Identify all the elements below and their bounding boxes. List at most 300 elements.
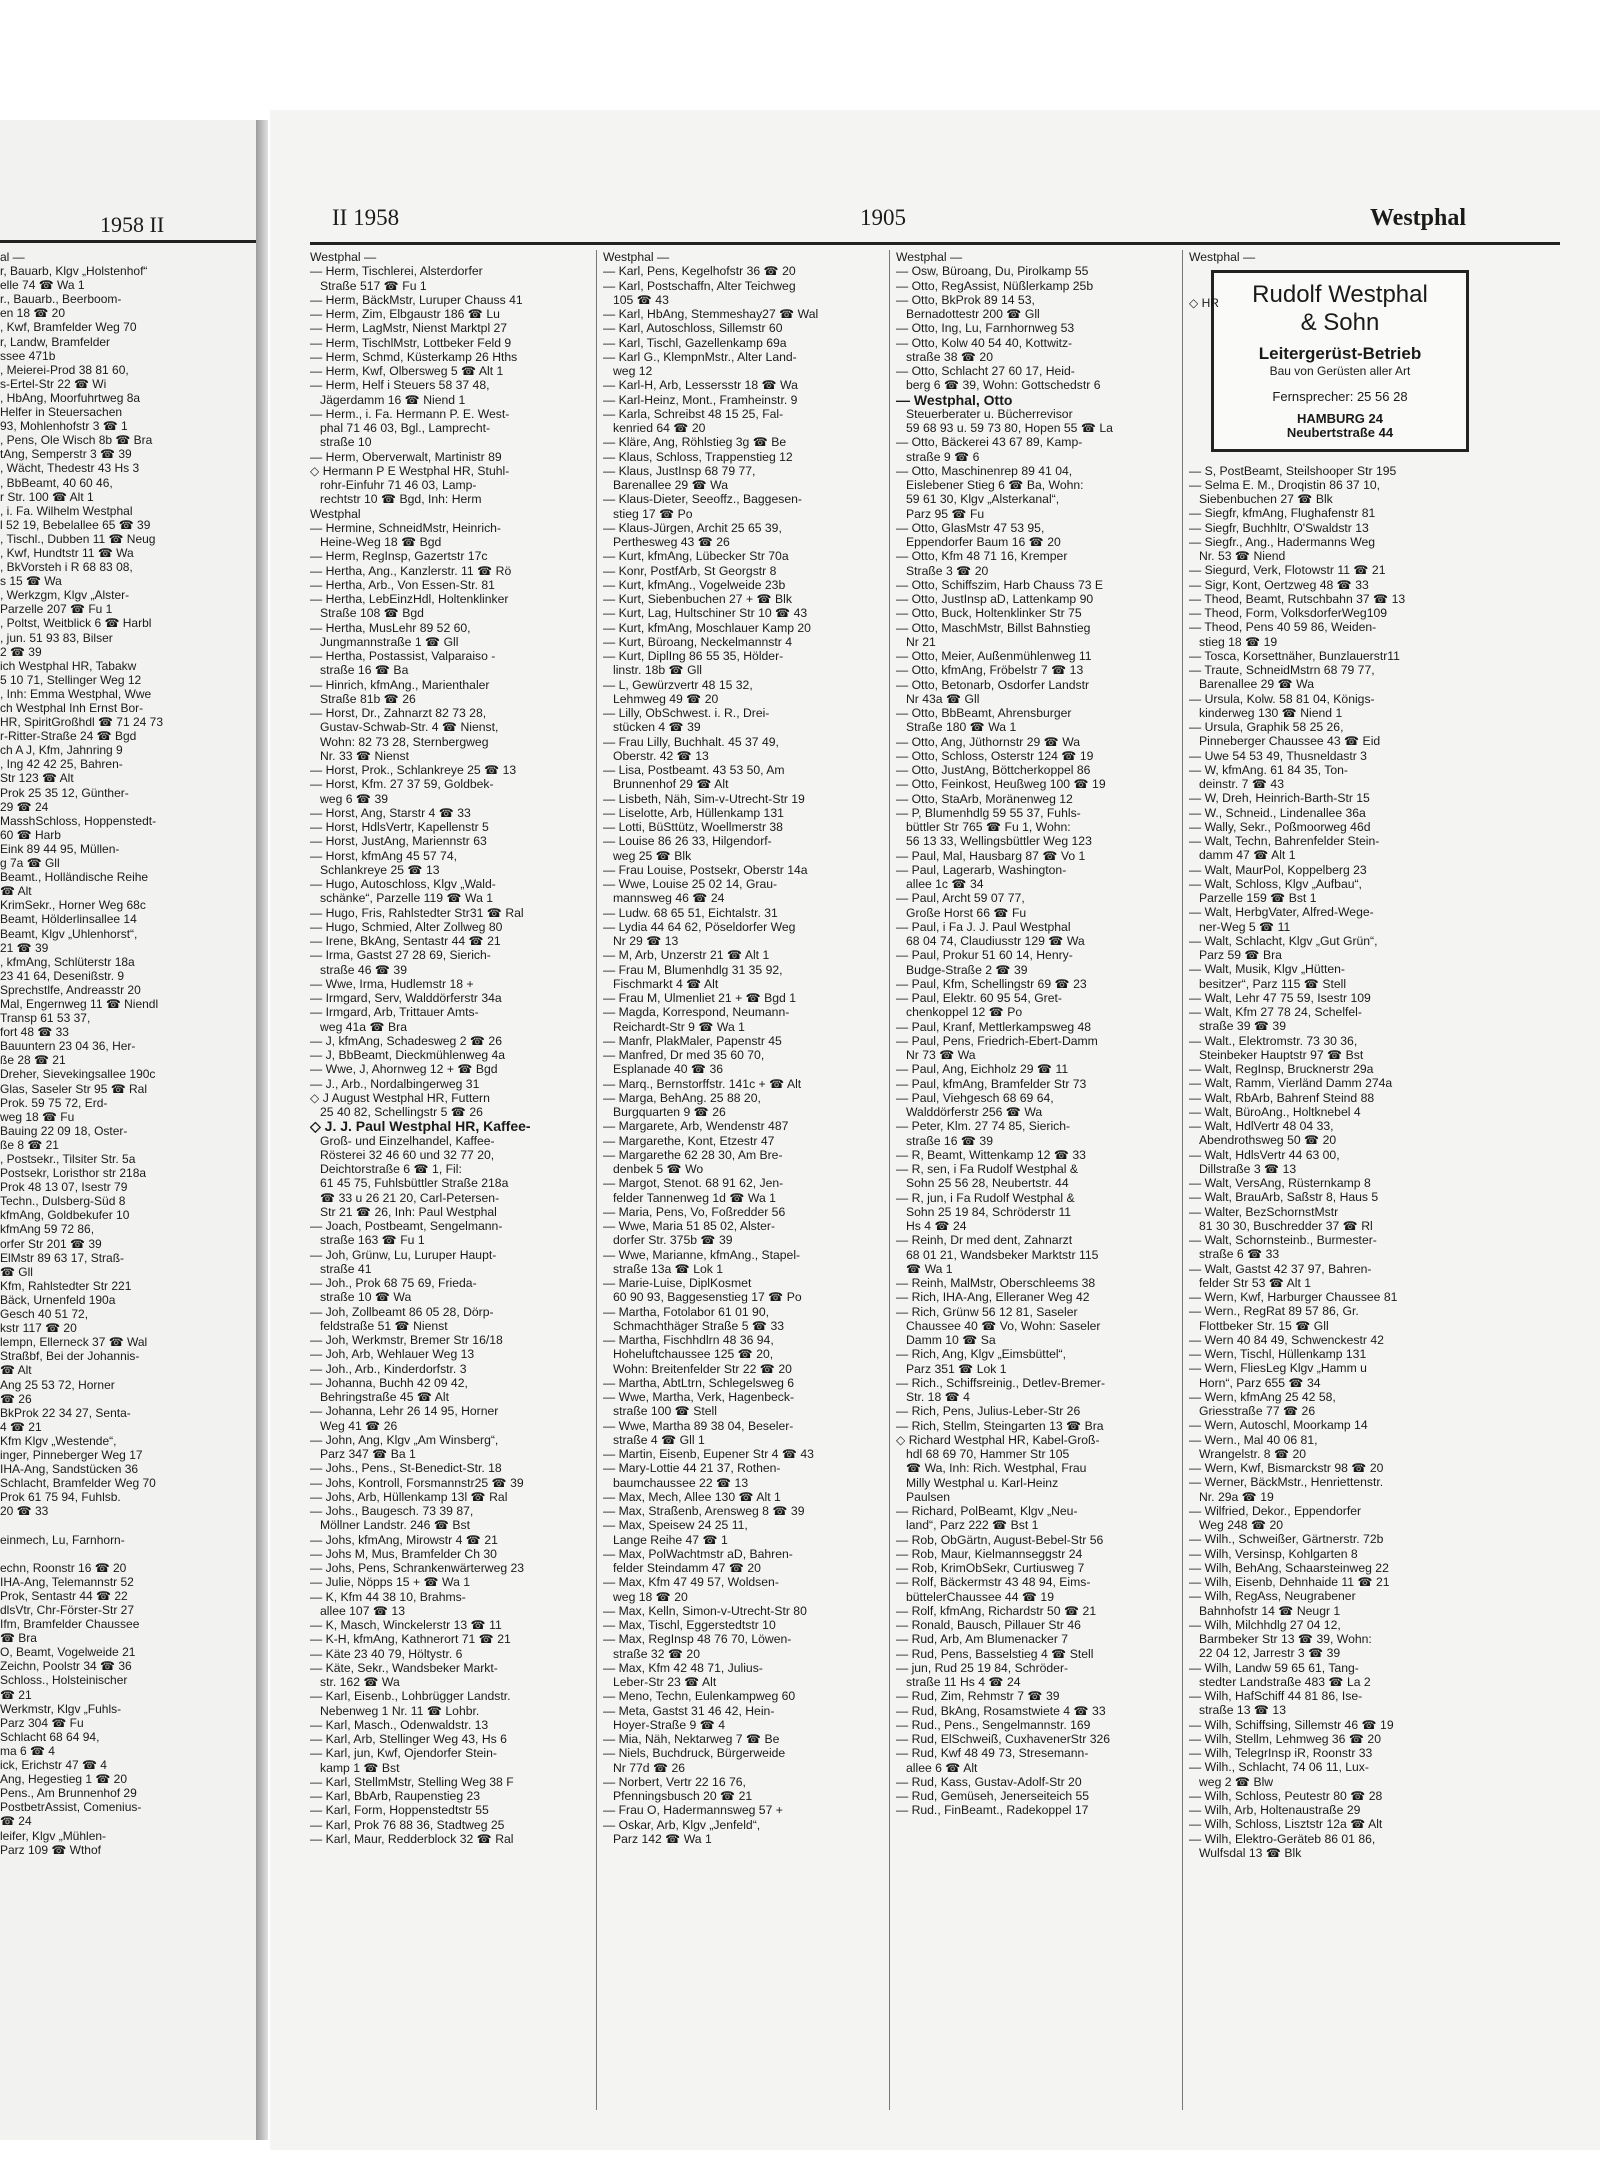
column-heading: Westphal — (603, 250, 670, 264)
directory-entry-line: Westphal (310, 506, 361, 521)
directory-entry-line: — Magda, Korrespond, Neumann- (603, 1005, 790, 1020)
directory-entry-line: — Otto, Maschinenrep 89 41 04, (896, 463, 1073, 478)
previous-page-line: , kfmAng, Schlüterstr 18a (0, 954, 135, 969)
directory-entry-line: — Walt, HerbgVater, Alfred-Wege- (1189, 905, 1374, 920)
previous-page-line: BkProk 22 34 27, Senta- (0, 1405, 131, 1420)
directory-entry-line: — Hertha, Ang., Kanzlerstr. 11 ☎ Rö (310, 563, 512, 578)
previous-page-line: ElMstr 89 63 17, Straß- (0, 1250, 125, 1265)
directory-entry-line: Oberstr. 42 ☎ 13 (613, 748, 709, 763)
directory-entry-line: — Margot, Stenot. 68 91 62, Jen- (603, 1176, 784, 1191)
directory-entry-line: — Wern., Mal 40 06 81, (1189, 1432, 1318, 1447)
directory-entry-line: Nr 29 ☎ 13 (613, 934, 679, 948)
directory-entry-line: — Otto, Schlacht 27 60 17, Heid- (896, 364, 1075, 378)
column-divider (596, 250, 597, 2110)
previous-page-line: orfer Str 201 ☎ 39 (0, 1236, 102, 1251)
directory-entry-line: — Horst, Dr., Zahnarzt 82 73 28, (310, 706, 487, 720)
previous-page-line: , HbAng, Moorfuhrtweg 8a (0, 390, 141, 405)
directory-entry-line: — J, kfmAng, Schadesweg 2 ☎ 26 (310, 1033, 502, 1048)
directory-entry-line: — R, Beamt, Wittenkamp 12 ☎ 33 (896, 1147, 1086, 1162)
directory-entry-line: — Frau Lilly, Buchhalt. 45 37 49, (603, 734, 779, 749)
previous-page-line: kfmAng 59 72 86, (0, 1222, 95, 1237)
directory-entry-line: — Paul, Lagerarb, Washington- (896, 862, 1067, 877)
directory-entry-line: kenried 64 ☎ 20 (613, 421, 706, 435)
directory-entry-line: Parz 351 ☎ Lok 1 (906, 1361, 1007, 1376)
previous-page-line: Beamt, Hölderlinsallee 14 (0, 912, 137, 927)
directory-entry-line: — Irmgard, Arb, Trittauer Amts- (310, 1005, 479, 1020)
directory-entry-line: — Otto, JustInsp aD, Lattenkamp 90 (896, 592, 1094, 606)
directory-entry-line: Wulfsdal 13 ☎ Blk (1199, 1845, 1302, 1860)
directory-entry-line: Möllner Landstr. 246 ☎ Bst (320, 1518, 470, 1533)
directory-entry-line: — Ludw. 68 65 51, Eichtalstr. 31 (603, 905, 778, 920)
directory-entry-line: — Wilh., Schlacht, 74 06 11, Lux- (1189, 1760, 1369, 1775)
directory-entry-line: Budge-Straße 2 ☎ 39 (906, 962, 1028, 977)
directory-entry-line: — Hinrich, kfmAng., Marienthaler (310, 677, 490, 692)
directory-entry-line: — Horst, Ang, Starstr 4 ☎ 33 (310, 805, 471, 820)
directory-entry-line: ◇ Richard Westphal HR, Kabel-Groß- (896, 1432, 1100, 1447)
directory-entry-line: Lehmweg 49 ☎ 20 (613, 691, 719, 706)
directory-entry-line: rechtstr 10 ☎ Bgd, Inh: Herm (320, 492, 482, 507)
directory-entry-line: — Wilh, Milchhdlg 27 04 12, (1189, 1617, 1341, 1632)
directory-entry-line: — Walt, RegInsp, Brucknerstr 29a (1189, 1062, 1374, 1076)
directory-entry-line: Wrangelstr. 8 ☎ 20 (1199, 1446, 1307, 1461)
previous-page-running-head: 1958 II (100, 212, 165, 237)
directory-entry-line: 22 04 12, Jarrestr 3 ☎ 39 (1199, 1646, 1341, 1661)
previous-page-line: ch Westphal Inh Ernst Bor- (0, 701, 144, 715)
directory-entry-line: Nr 21 (906, 634, 936, 649)
previous-page-line: 5 10 71, Stellinger Weg 12 (0, 672, 142, 687)
previous-page-line: Techn., Dulsberg-Süd 8 (0, 1194, 126, 1209)
running-head-left: II 1958 (332, 205, 400, 230)
directory-entry-line: — Tosca, Korsettnäher, Bunzlauerstr11 (1189, 648, 1400, 663)
directory-entry-line: Str 21 ☎ 26, Inh: Paul Westphal (320, 1204, 497, 1219)
directory-entry-line: Griesstraße 77 ☎ 26 (1199, 1404, 1316, 1418)
previous-page-line: echn, Roonstr 16 ☎ 20 (0, 1560, 127, 1575)
directory-entry-line: Parzelle 159 ☎ Bst 1 (1199, 891, 1317, 905)
directory-entry-line: — Martha, Fischhdlrn 48 36 94, (603, 1333, 774, 1347)
directory-entry-line: — Lisa, Postbeamt. 43 53 50, Am (603, 763, 785, 777)
directory-column-2 (603, 250, 888, 2110)
previous-page-line: , jun. 51 93 83, Bilser (0, 630, 113, 645)
directory-entry-line: Nr 43a ☎ Gll (906, 691, 980, 706)
directory-entry-line: — Joh, Werkmstr, Bremer Str 16/18 (310, 1333, 503, 1347)
directory-entry-line: ◇ J August Westphal HR, Futtern (310, 1090, 490, 1105)
directory-entry-line: — Rud., FinBeamt., Radekoppel 17 (896, 1803, 1089, 1818)
directory-page (270, 110, 1600, 2150)
directory-entry-line: Barmbeker Str 13 ☎ 39, Wohn: (1199, 1632, 1372, 1646)
directory-entry-line: weg 6 ☎ 39 (320, 791, 389, 806)
directory-entry-line: — Wilh, Schloss, Lisztstr 12a ☎ Alt (1189, 1817, 1383, 1832)
directory-entry-line: — Paul, Pens, Friedrich-Ebert-Damm (896, 1033, 1098, 1048)
directory-entry-line: — Kurt, kfmAng, Moschlauer Kamp 20 (603, 620, 811, 635)
directory-entry-line: — Kurt, Lag, Hultschiner Str 10 ☎ 43 (603, 606, 808, 621)
directory-entry-line: Paulsen (906, 1489, 951, 1504)
previous-page-line: , Poltst, Weitblick 6 ☎ Harbl (0, 616, 152, 631)
directory-entry-line: Nr 73 ☎ Wa (906, 1048, 976, 1062)
previous-page-line: Prok, Sentastr 44 ☎ 22 (0, 1588, 128, 1603)
directory-entry-line: — Max, Kelln, Simon-v-Utrecht-Str 80 (603, 1603, 807, 1618)
previous-page-line: ch A J, Kfm, Jahnring 9 (0, 743, 123, 758)
directory-entry-line: Steuerberater u. Bücherrevisor (906, 406, 1073, 421)
directory-entry-line: — Wilh, BehAng, Schaarsteinweg 22 (1189, 1560, 1389, 1575)
directory-entry-line: — Otto, BkProk 89 14 53, (896, 292, 1035, 307)
directory-entry-line: linstr. 18b ☎ Gll (613, 663, 703, 678)
previous-page-line: r Str. 100 ☎ Alt 1 (0, 489, 94, 504)
directory-entry-line: — Paul, Kranf, Mettlerkampsweg 48 (896, 1019, 1092, 1034)
directory-entry-line: — Marga, BehAng. 25 88 20, (603, 1090, 761, 1105)
directory-entry-line: — Walt, RbArb, Bahrenf Steind 88 (1189, 1090, 1375, 1105)
directory-entry-line: — Johs., Baugesch. 73 39 87, (310, 1504, 474, 1518)
directory-entry-line: — Wwe, Maria 51 85 02, Alster- (603, 1219, 776, 1233)
directory-entry-line: Weg 41 ☎ 26 (320, 1418, 398, 1433)
directory-entry-line: Straße 108 ☎ Bgd (320, 606, 424, 621)
directory-entry-line: — Otto, Schiffszim, Harb Chauss 73 E (896, 577, 1104, 592)
directory-entry-line: — Wilh, Schiffsing, Sillemstr 46 ☎ 19 (1189, 1717, 1394, 1732)
directory-entry-line: Dillstraße 3 ☎ 13 (1199, 1161, 1297, 1176)
directory-entry-line: Bernadottestr 200 ☎ Gll (906, 307, 1040, 321)
directory-entry-line: — Rob, Maur, Kielmannseggstr 24 (896, 1546, 1083, 1561)
ad-name-line-2: & Sohn (1300, 309, 1380, 337)
directory-entry-line: 68 04 74, Claudiusstr 129 ☎ Wa (906, 934, 1085, 948)
directory-entry-line: — Max, PolWachtmstr aD, Bahren- (603, 1546, 793, 1561)
directory-entry-line: — Marq., Bernstorffstr. 141c + ☎ Alt (603, 1076, 802, 1091)
directory-entry-line: — Wally, Sekr., Poßmoorweg 46d (1189, 819, 1371, 834)
directory-entry-line: — M, Arb, Unzerstr 21 ☎ Alt 1 (603, 948, 770, 963)
directory-entry-line: — Paul, Ang, Eichholz 29 ☎ 11 (896, 1062, 1069, 1077)
previous-page-line: , i. Fa. Wilhelm Westphal (0, 503, 133, 518)
directory-entry-line: Deichtorstraße 6 ☎ 1, Fil: (320, 1162, 462, 1176)
directory-entry-line: — Otto, Buck, Holtenklinker Str 75 (896, 606, 1082, 621)
directory-entry-line: — Walt, Ramm, Vierländ Damm 274a (1189, 1076, 1393, 1091)
directory-entry-line: — Max, Tischl, Eggerstedtstr 10 (603, 1618, 776, 1632)
directory-entry-line: — Rud, ElSchweiß, CuxhavenerStr 326 (896, 1732, 1111, 1746)
directory-entry-line: — Karl, Arb, Stellinger Weg 43, Hs 6 (310, 1732, 507, 1746)
directory-entry-line: — Meta, Gastst 31 46 42, Hein- (603, 1703, 775, 1718)
directory-entry-line: — Johs, Arb, Hüllenkamp 13l ☎ Ral (310, 1489, 508, 1504)
directory-entry-line: — Manfred, Dr med 35 60 70, (603, 1048, 765, 1062)
directory-entry-line: kinderweg 130 ☎ Niend 1 (1199, 705, 1343, 720)
directory-entry-line: 59 61 30, Klgv „Alsterkanal“, (906, 492, 1060, 507)
previous-page-line: Transp 61 53 37, (0, 1011, 91, 1026)
directory-entry-line: denbek 5 ☎ Wo (613, 1162, 704, 1176)
directory-entry-line: — Walt., Elektromstr. 73 30 36, (1189, 1033, 1358, 1048)
directory-entry-line: — Theod, Pens 40 59 86, Weiden- (1189, 620, 1377, 635)
previous-page-line: Dreher, Sievekingsallee 190c (0, 1067, 156, 1082)
directory-entry-line: — Klaus-Dieter, Seeoffz., Baggesen- (603, 492, 802, 507)
directory-entry-line: — Rich, Grünw 56 12 81, Saseler (896, 1304, 1078, 1319)
previous-page-line: r., Bauarb., Beerboom- (0, 292, 122, 307)
previous-page-line: ☎ Alt (0, 884, 32, 899)
previous-page-line: weg 18 ☎ Fu (0, 1109, 75, 1124)
directory-entry-line: Straße 3 ☎ 20 (906, 563, 989, 578)
previous-page-line: r, Landw, Bramfelder (0, 334, 111, 349)
directory-entry-line: — Rud, Arb, Am Blumenacker 7 (896, 1632, 1069, 1647)
previous-page-line: ☎ 21 (0, 1687, 32, 1702)
directory-entry-line: — Karl, Masch., Odenwaldstr. 13 (310, 1717, 489, 1732)
directory-entry-line: Nr. 33 ☎ Nienst (320, 748, 410, 763)
directory-entry-line: — Klaus, Schloss, Trappenstieg 12 (603, 449, 793, 464)
directory-entry-line: — Mary-Lottie 44 21 37, Rothen- (603, 1461, 781, 1476)
directory-entry-line: — Herm, RegInsp, Gazertstr 17c (310, 549, 488, 564)
previous-page-line: ich Westphal HR, Tabakw (0, 658, 137, 673)
directory-entry-line: — K-H, kfmAng, Kathnerort 71 ☎ 21 (310, 1632, 511, 1647)
previous-page-line: g 7a ☎ Gll (0, 856, 60, 871)
directory-entry-line: — Wilh, Versinsp, Kohlgarten 8 (1189, 1546, 1358, 1561)
previous-page-line: 29 ☎ 24 (0, 799, 49, 814)
directory-entry-line: — Rob, ObGärtn, August-Bebel-Str 56 (896, 1532, 1104, 1547)
previous-page-line: Sprechstlfe, Andreasstr 20 (0, 982, 141, 997)
directory-entry-line: straße 9 ☎ 6 (906, 449, 980, 464)
directory-entry-line: — Rud, Pens, Basselstieg 4 ☎ Stell (896, 1646, 1094, 1661)
directory-entry-line: — Klaus, JustInsp 68 79 77, (603, 463, 756, 478)
directory-entry-line: — Wwe, Martha 89 38 04, Beseler- (603, 1418, 794, 1433)
directory-entry-line: straße 41 (320, 1261, 372, 1276)
previous-page-line: Postsekr, Loristhor str 218a (0, 1166, 147, 1181)
directory-entry-line: — Traute, SchneidMstrn 68 79 77, (1189, 663, 1375, 677)
directory-entry-line: — J, BbBeamt, Dieckmühlenweg 4a (310, 1048, 506, 1062)
directory-entry-line: — Margarete, Arb, Wendenstr 487 (603, 1119, 789, 1134)
directory-entry-line: — W, kfmAng. 61 84 35, Ton- (1189, 762, 1348, 777)
directory-entry-line: straße 6 ☎ 33 (1199, 1247, 1280, 1262)
directory-entry-line: 59 68 93 u. 59 73 80, Hopen 55 ☎ La (906, 421, 1113, 435)
directory-entry-line: — Joach, Postbeamt, Sengelmann- (310, 1219, 503, 1233)
previous-page-line: Prok 48 13 07, Isestr 79 (0, 1180, 128, 1195)
directory-entry-line: — Wilh, Landw 59 65 61, Tang- (1189, 1660, 1359, 1675)
directory-entry-line: 105 ☎ 43 (613, 292, 669, 307)
directory-entry-line: — Herm, LagMstr, Nienst Marktpl 27 (310, 321, 508, 336)
directory-entry-line: — Otto, JustAng, Böttcherkoppel 86 (896, 763, 1091, 777)
directory-entry-line: — Herm., i. Fa. Hermann P. E. West- (310, 406, 510, 421)
directory-entry-line: — Westphal, Otto (896, 392, 1013, 407)
directory-entry-line: — Karl, Maur, Redderblock 32 ☎ Ral (310, 1831, 514, 1846)
book-gutter (256, 120, 268, 2140)
previous-page-line: Straßbf, Bei der Johannis- (0, 1349, 140, 1364)
previous-page-line: Helfer in Steuersachen (0, 405, 123, 420)
previous-page-line: , BkVorsteh i R 68 83 08, (0, 560, 133, 575)
previous-page-line: Kfm, Rahlstedter Str 221 (0, 1278, 132, 1293)
column-heading: Westphal — (896, 250, 963, 264)
previous-page-line: Werkmstr, Klgv „Fuhls- (0, 1701, 122, 1716)
column-heading: Westphal — (310, 250, 377, 264)
directory-entry-line: Horn“, Parz 655 ☎ 34 (1199, 1375, 1321, 1390)
directory-entry-line: straße 100 ☎ Stell (613, 1404, 717, 1419)
directory-entry-line: — Hertha, Arb., Von Essen-Str. 81 (310, 577, 495, 592)
directory-entry-line: Chaussee 40 ☎ Vo, Wohn: Saseler (906, 1318, 1101, 1333)
directory-entry-line: — Max, Mech, Allee 130 ☎ Alt 1 (603, 1489, 781, 1504)
directory-entry-line: — Joh, Zollbeamt 86 05 28, Dörp- (310, 1304, 494, 1319)
column-heading: Westphal — (1189, 250, 1256, 264)
directory-entry-line: allee 6 ☎ Alt (906, 1760, 978, 1775)
previous-page-line: Schloss., Holsteinischer (0, 1673, 128, 1688)
directory-entry-line: — Siegfr, kfmAng, Flughafenstr 81 (1189, 506, 1376, 521)
directory-entry-line: — Otto, Betonarb, Osdorfer Landstr (896, 677, 1090, 692)
previous-page-line: Bauuntern 23 04 36, Her- (0, 1039, 136, 1054)
directory-entry-line: — Otto, Kfm 48 71 16, Kremper (896, 549, 1068, 564)
previous-page-line: ssee 471b (0, 348, 56, 363)
ad-marker: ◇ HR (1189, 296, 1219, 311)
directory-entry-line: Nebenweg 1 Nr. 11 ☎ Lohbr. (320, 1703, 480, 1718)
directory-entry-line: dorfer Str. 375b ☎ 39 (613, 1233, 733, 1248)
previous-page-line: , Werkzgm, Klgv „Alster- (0, 588, 130, 603)
directory-entry-line: Flottbeker Str. 15 ☎ Gll (1199, 1318, 1329, 1333)
directory-entry-line: büttler Str 765 ☎ Fu 1, Wohn: (906, 820, 1071, 834)
directory-entry-line: allee 107 ☎ 13 (320, 1603, 405, 1618)
directory-entry-line: — Lisbeth, Näh, Sim-v-Utrecht-Str 19 (603, 791, 805, 806)
directory-column-3 (896, 250, 1181, 2110)
directory-entry-line: — Irmgard, Serv, Walddörferstr 34a (310, 991, 502, 1005)
directory-entry-line: — Rob, KrimObSekr, Curtiusweg 7 (896, 1561, 1085, 1575)
ad-phone: Fernsprecher: 25 56 28 (1272, 388, 1408, 404)
directory-entry-line: — Käte 23 40 79, Höltystr. 6 (310, 1646, 463, 1661)
directory-entry-line: — Walt, Musik, Klgv „Hütten- (1189, 962, 1345, 977)
directory-entry-line: — Kurt, kfmAng., Vogelweide 23b (603, 577, 786, 592)
directory-entry-line: — Max, RegInsp 48 76 70, Löwen- (603, 1632, 792, 1647)
directory-entry-line: — Martha, Fotolabor 61 01 90, (603, 1304, 769, 1319)
directory-entry-line: Reichardt-Str 9 ☎ Wa 1 (613, 1019, 745, 1034)
previous-page-line: , Kwf, Hundtstr 11 ☎ Wa (0, 545, 134, 560)
previous-page-column (0, 250, 230, 1857)
previous-page-line: , Meierei-Prod 38 81 60, (0, 362, 129, 377)
running-head-surname: Westphal (1370, 205, 1467, 231)
directory-entry-line: — Siegfr., Ang., Hadermanns Weg (1189, 534, 1376, 549)
directory-entry-line: — Hertha, MusLehr 89 52 60, (310, 620, 471, 635)
directory-entry-line: — Rud, Zim, Rehmstr 7 ☎ 39 (896, 1689, 1060, 1704)
directory-entry-line: — Johs., Pens., St-Benedict-Str. 18 (310, 1461, 502, 1476)
directory-entry-line: — Konr, PostfArb, St Georgstr 8 (603, 563, 777, 578)
directory-entry-line: berg 6 ☎ 39, Wohn: Gottschedstr 6 (906, 378, 1101, 393)
directory-entry-line: Schlankreye 25 ☎ 13 (320, 862, 440, 877)
previous-page-line: , Tischl., Dubben 11 ☎ Neug (0, 531, 156, 546)
directory-entry-line: land“, Parz 222 ☎ Bst 1 (906, 1518, 1039, 1533)
directory-entry-line: Nr. 53 ☎ Niend (1199, 549, 1286, 563)
directory-entry-line: — Walt, Schloss, Klgv „Aufbau“, (1189, 876, 1362, 891)
directory-entry-line: str. 162 ☎ Wa (320, 1675, 400, 1689)
directory-entry-line: — Karl, jun, Kwf, Ojendorfer Stein- (310, 1746, 497, 1761)
directory-entry-line: — Theod, Beamt, Rutschbahn 37 ☎ 13 (1189, 591, 1406, 606)
directory-entry-line: büttelerChaussee 44 ☎ 19 (906, 1589, 1054, 1604)
directory-entry-line: — Karl, Form, Hoppenstedtstr 55 (310, 1803, 489, 1818)
directory-entry-line: baumchaussee 22 ☎ 13 (613, 1475, 749, 1490)
directory-entry-line: Sohn 25 19 84, Schröderstr 11 (906, 1204, 1072, 1219)
previous-page-line: elle 74 ☎ Wa 1 (0, 278, 85, 293)
directory-entry-line: Eppendorfer Baum 16 ☎ 20 (906, 535, 1061, 549)
directory-entry-line: — Paul, Archt 59 07 77, (896, 891, 1025, 906)
previous-page-line: tAng, Semperstr 3 ☎ 39 (0, 447, 132, 462)
directory-entry-line: — Rolf, kfmAng, Richardstr 50 ☎ 21 (896, 1603, 1097, 1618)
directory-entry-line: — Wilh., Schweißer, Gärtnerstr. 72b (1189, 1532, 1384, 1547)
directory-entry-line: — K, Masch, Winckelerstr 13 ☎ 11 (310, 1618, 502, 1632)
directory-entry-line: — Max, Kfm 42 48 71, Julius- (603, 1660, 763, 1675)
directory-entry-line: — Horst, JustAng, Mariennstr 63 (310, 834, 487, 849)
directory-entry-line: — Horst, Prok., Schlankreye 25 ☎ 13 (310, 763, 517, 777)
directory-entry-line: — Manfr, PlakMaler, Papenstr 45 (603, 1033, 782, 1048)
previous-page-line: ☎ Gll (0, 1264, 33, 1279)
directory-entry-line: Bahnhofstr 14 ☎ Neugr 1 (1199, 1603, 1341, 1618)
directory-entry-line: Walddörferstr 256 ☎ Wa (906, 1105, 1043, 1119)
directory-entry-line: — Wwe, Louise 25 02 14, Grau- (603, 877, 778, 891)
directory-entry-line: — P, Blumenhdlg 59 55 37, Fuhls- (896, 805, 1081, 820)
previous-page-line: , BbBeamt, 40 60 46, (0, 475, 113, 490)
directory-entry-line: — Niels, Buchdruck, Bürgerweide (603, 1746, 786, 1761)
directory-entry-line: — Max, Kfm 47 49 57, Woldsen- (603, 1575, 779, 1590)
directory-entry-line: — Otto, Schloss, Osterstr 124 ☎ 19 (896, 748, 1094, 763)
directory-entry-line: — Wilfried, Dekor., Eppendorfer (1189, 1503, 1362, 1518)
directory-entry-line: — Johanna, Buchh 42 09 42, (310, 1375, 468, 1390)
directory-entry-line: weg 12 (613, 364, 653, 378)
previous-page-line: dlsVtr, Chr-Förster-Str 27 (0, 1603, 135, 1617)
directory-entry-line: Nr 77d ☎ 26 (613, 1760, 686, 1775)
directory-entry-line: — Louise 86 26 33, Hilgendorf- (603, 834, 772, 849)
directory-entry-line: — Karl, HbAng, Stemmeshay27 ☎ Wal (603, 307, 819, 321)
previous-page-line: Mal, Engernweg 11 ☎ Niendl (0, 996, 159, 1011)
directory-entry-line: 25 40 82, Schellingstr 5 ☎ 26 (320, 1105, 483, 1119)
directory-entry-line: felder Steindamm 47 ☎ 20 (613, 1561, 761, 1575)
directory-entry-line: ◇ J. J. Paul Westphal HR, Kaffee- (310, 1119, 531, 1134)
directory-entry-line: — Kurt, Büroang, Neckelmannstr 4 (603, 634, 792, 649)
directory-entry-line: — Theod, Form, VolksdorferWeg109 (1189, 606, 1388, 620)
previous-page-line: Beamt., Holländische Reihe (0, 870, 149, 885)
previous-page-line: , Inh: Emma Westphal, Wwe (0, 686, 152, 701)
directory-entry-line: — Wern, Autoschl, Moorkamp 14 (1189, 1418, 1368, 1433)
directory-entry-line: — Karl, BbArb, Raupenstieg 23 (310, 1789, 481, 1803)
directory-entry-line: — Uwe 54 53 49, Thusneldastr 3 (1189, 748, 1367, 763)
directory-entry-line: — Oskar, Arb, Klgv „Jenfeld“, (603, 1817, 761, 1832)
directory-entry-line: — Rich., Schiffsreinig., Detlev-Bremer- (896, 1375, 1106, 1390)
directory-entry-line: — Otto, RegAssist, Nüßlerkamp 25b (896, 278, 1094, 293)
directory-entry-line: weg 41a ☎ Bra (320, 1019, 407, 1034)
directory-entry-line: — Hertha, Postassist, Valparaiso - (310, 649, 496, 663)
directory-entry-line: — Frau Louise, Postsekr, Oberstr 14a (603, 862, 808, 877)
directory-entry-line: — Johanna, Lehr 26 14 95, Horner (310, 1404, 499, 1419)
directory-entry-line: straße 16 ☎ Ba (320, 663, 409, 678)
directory-entry-line: — Johs, Kontroll, Forsmannstr25 ☎ 39 (310, 1475, 524, 1490)
directory-entry-line: Pinneberger Chaussee 43 ☎ Eid (1199, 734, 1381, 749)
directory-entry-line: — Karl, Tischl, Gazellenkamp 69a (603, 335, 787, 350)
directory-entry-line: — Herm, Tischlerei, Alsterdorfer (310, 264, 483, 279)
previous-page-line: Parz 109 ☎ Wthof (0, 1842, 101, 1857)
directory-entry-line: Eislebener Stieg 6 ☎ Ba, Wohn: (906, 478, 1084, 492)
directory-entry-line: — Kläre, Ang, Röhlstieg 3g ☎ Be (603, 435, 787, 450)
previous-page-line: Ifm, Bramfelder Chaussee (0, 1617, 140, 1632)
previous-page-line: al — (0, 250, 25, 264)
directory-entry-line: — Wern., RegRat 89 57 86, Gr. (1189, 1304, 1359, 1319)
previous-page-line: ße 8 ☎ 21 (0, 1137, 59, 1152)
directory-entry-line: — Margarethe 62 28 30, Am Bre- (603, 1147, 783, 1162)
previous-page-line: Ang 25 53 72, Horner (0, 1377, 115, 1392)
directory-entry-line: — Reinh, Dr med dent, Zahnarzt (896, 1233, 1073, 1248)
directory-column-4 (1189, 250, 1559, 2110)
previous-page-line: Prok 25 35 12, Günther- (0, 785, 129, 800)
directory-entry-line: — Rich, Pens, Julius-Leber-Str 26 (896, 1404, 1081, 1419)
directory-entry-line: — Hugo, Schmied, Alter Zollweg 80 (310, 919, 503, 934)
previous-page-line: PostbetrAssist, Comenius- (0, 1800, 142, 1815)
directory-entry-line: — Ursula, Kolw. 58 81 04, Königs- (1189, 691, 1375, 706)
directory-entry-line: chenkoppel 12 ☎ Po (906, 1005, 1023, 1020)
directory-entry-line: — Herm, Zim, Elbgaustr 186 ☎ Lu (310, 307, 500, 321)
directory-entry-line: — Hertha, LebEinzHdl, Holtenklinker (310, 592, 509, 606)
directory-entry-line: — Walt, HdlVertr 48 04 33, (1189, 1119, 1334, 1133)
directory-entry-line: — Paul, Elektr. 60 95 54, Gret- (896, 991, 1062, 1005)
directory-entry-line: — Rich, IHA-Ang, Elleraner Weg 42 (896, 1290, 1090, 1305)
directory-entry-line: 61 45 75, Fuhlsbüttler Straße 218a (320, 1176, 509, 1191)
previous-page-line: leifer, Klgv „Mühlen- (0, 1828, 107, 1843)
directory-entry-line: straße 10 (320, 435, 372, 450)
directory-entry-line: Siebenbuchen 27 ☎ Blk (1199, 492, 1333, 506)
directory-entry-line: ☎ 33 u 26 21 20, Carl-Petersen- (320, 1190, 500, 1205)
directory-entry-line: — Norbert, Vertr 22 16 76, (603, 1774, 746, 1789)
directory-entry-line: — Walt, Kfm 27 78 24, Schelfel- (1189, 1005, 1362, 1019)
previous-page-line: kstr 117 ☎ 20 (0, 1321, 77, 1336)
directory-entry-line: — Richard, PolBeamt, Klgv „Neu- (896, 1504, 1078, 1518)
